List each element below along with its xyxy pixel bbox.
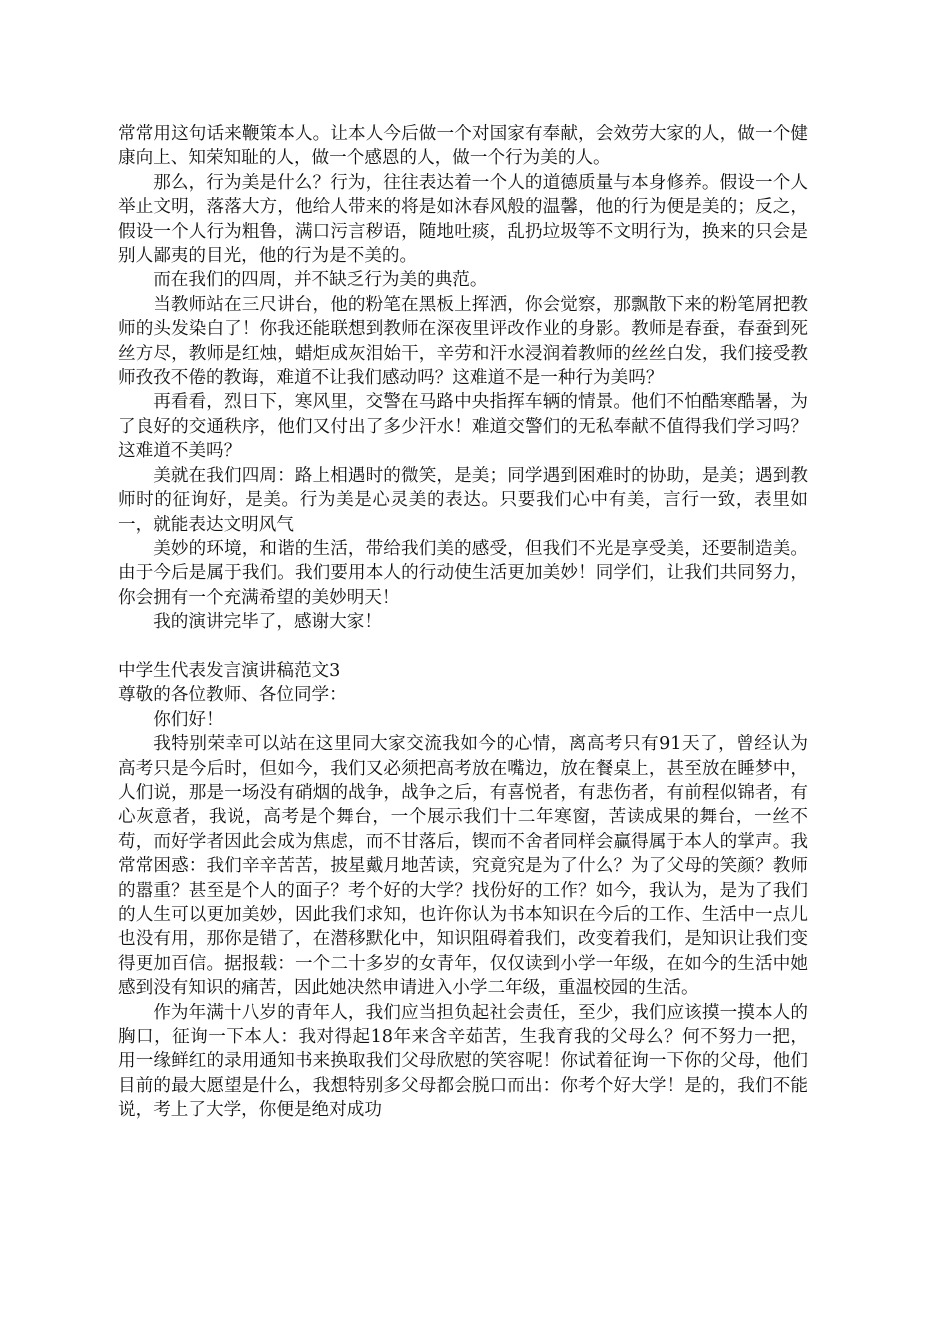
paragraph: 作为年满十八岁的青年人，我们应当担负起社会责任，至少，我们应该摸一摸本人的胸口，征询一下本人：我对得起18年来含辛茹苦，生我育我的父母么？何不努力一把，用一缘鲜红的录用通知书来换取我们父母欣慰的笑容呢！你试着征询一下你的父母，他们目前的最大愿望是什么，我想特别多父母都会脱口而出：你考个好大学！是的，我们不能说，考上了大学，你便是绝对成功	[118, 1002, 808, 1121]
paragraph: 再看看，烈日下，寒风里，交警在马路中央指挥车辆的情景。他们不怕酷寒酷暑，为了良好的交通秩序，他们又付出了多少汗水！难道交警们的无私奉献不值得我们学习吗？这难道不美吗？	[118, 392, 808, 462]
paragraph: 我特别荣幸可以站在这里同大家交流我如今的心情，离高考只有91天了，曾经认为高考只是今后时，但如今，我们又必须把高考放在嘴边，放在餐桌上，甚至放在睡梦中，人们说，那是一场没有硝烟的战争，战争之后，有喜悦者，有悲伤者，有前程似锦者，有心灰意者，我说，高考是个舞台，一个展示我们十二年寒窗，苦读成果的舞台，一丝不苟，而好学者因此会成为焦虑，而不甘落后，锲而不舍者同样会赢得属于本人的掌声。我常常困惑：我们辛辛苦苦，披星戴月地苦读，究竟究是为了什么？为了父母的笑颜？教师的嚣重？甚至是个人的面子？考个好的大学？找份好的工作？如今，我认为，是为了我们的人生可以更加美妙，因此我们求知，也许你认为书本知识在今后的工作、生活中一点儿也没有用，那你是错了，在潜移默化中，知识阻碍着我们，改变着我们，是知识让我们变得更加百信。据报载：一个二十多岁的女青年，仅仅读到小学一年级，在如今的生活中她感到没有知识的痛苦，因此她决然申请进入小学二年级，重温校园的生活。	[118, 734, 808, 999]
paragraph-continuation: 常常用这句话来鞭策本人。让本人今后做一个对国家有奉献，会效劳大家的人，做一个健康向上、知荣知耻的人，做一个感恩的人，做一个行为美的人。	[118, 124, 808, 169]
paragraph: 美妙的环境，和谐的生活，带给我们美的感受，但我们不光是享受美，还要制造美。由于今后是属于我们。我们要用本人的行动使生活更加美妙！同学们，让我们共同努力，你会拥有一个充满希望的美妙明天！	[118, 538, 808, 608]
paragraph: 美就在我们四周：路上相遇时的微笑，是美；同学遇到困难时的协助，是美；遇到教师时的征询好，是美。行为美是心灵美的表达。只要我们心中有美，言行一致，表里如一，就能表达文明风气	[118, 465, 808, 535]
paragraph: 那么，行为美是什么？行为，往往表达着一个人的道德质量与本身修养。假设一个人举止文明，落落大方，他给人带来的将是如沐春风般的温馨，他的行为便是美的；反之，假设一个人行为粗鲁，满口污言秽语，随地吐痰，乱扔垃圾等不文明行为，换来的只会是别人鄙夷的目光，他的行为是不美的。	[118, 172, 808, 267]
section-spacer	[118, 635, 808, 659]
document-page	[118, 122, 808, 1123]
greeting: 你们好！	[153, 709, 224, 730]
section-title: 中学生代表发言演讲稿范文3	[118, 660, 341, 681]
closing-paragraph: 我的演讲完毕了，感谢大家！	[153, 612, 382, 633]
salutation: 尊敬的各位教师、各位同学：	[118, 685, 347, 706]
paragraph: 当教师站在三尺讲台，他的粉笔在黑板上挥洒，你会觉察，那飘散下来的粉笔屑把教师的头发染白了！你我还能联想到教师在深夜里评改作业的身影。教师是春蚕，春蚕到死丝方尽，教师是红烛，蜡炬成灰泪始干，辛劳和汗水浸润着教师的丝丝白发，我们接受教师孜孜不倦的教诲，难道不让我们感动吗？这难道不是一种行为美吗？	[118, 294, 808, 389]
paragraph: 而在我们的四周，并不缺乏行为美的典范。	[153, 270, 488, 291]
